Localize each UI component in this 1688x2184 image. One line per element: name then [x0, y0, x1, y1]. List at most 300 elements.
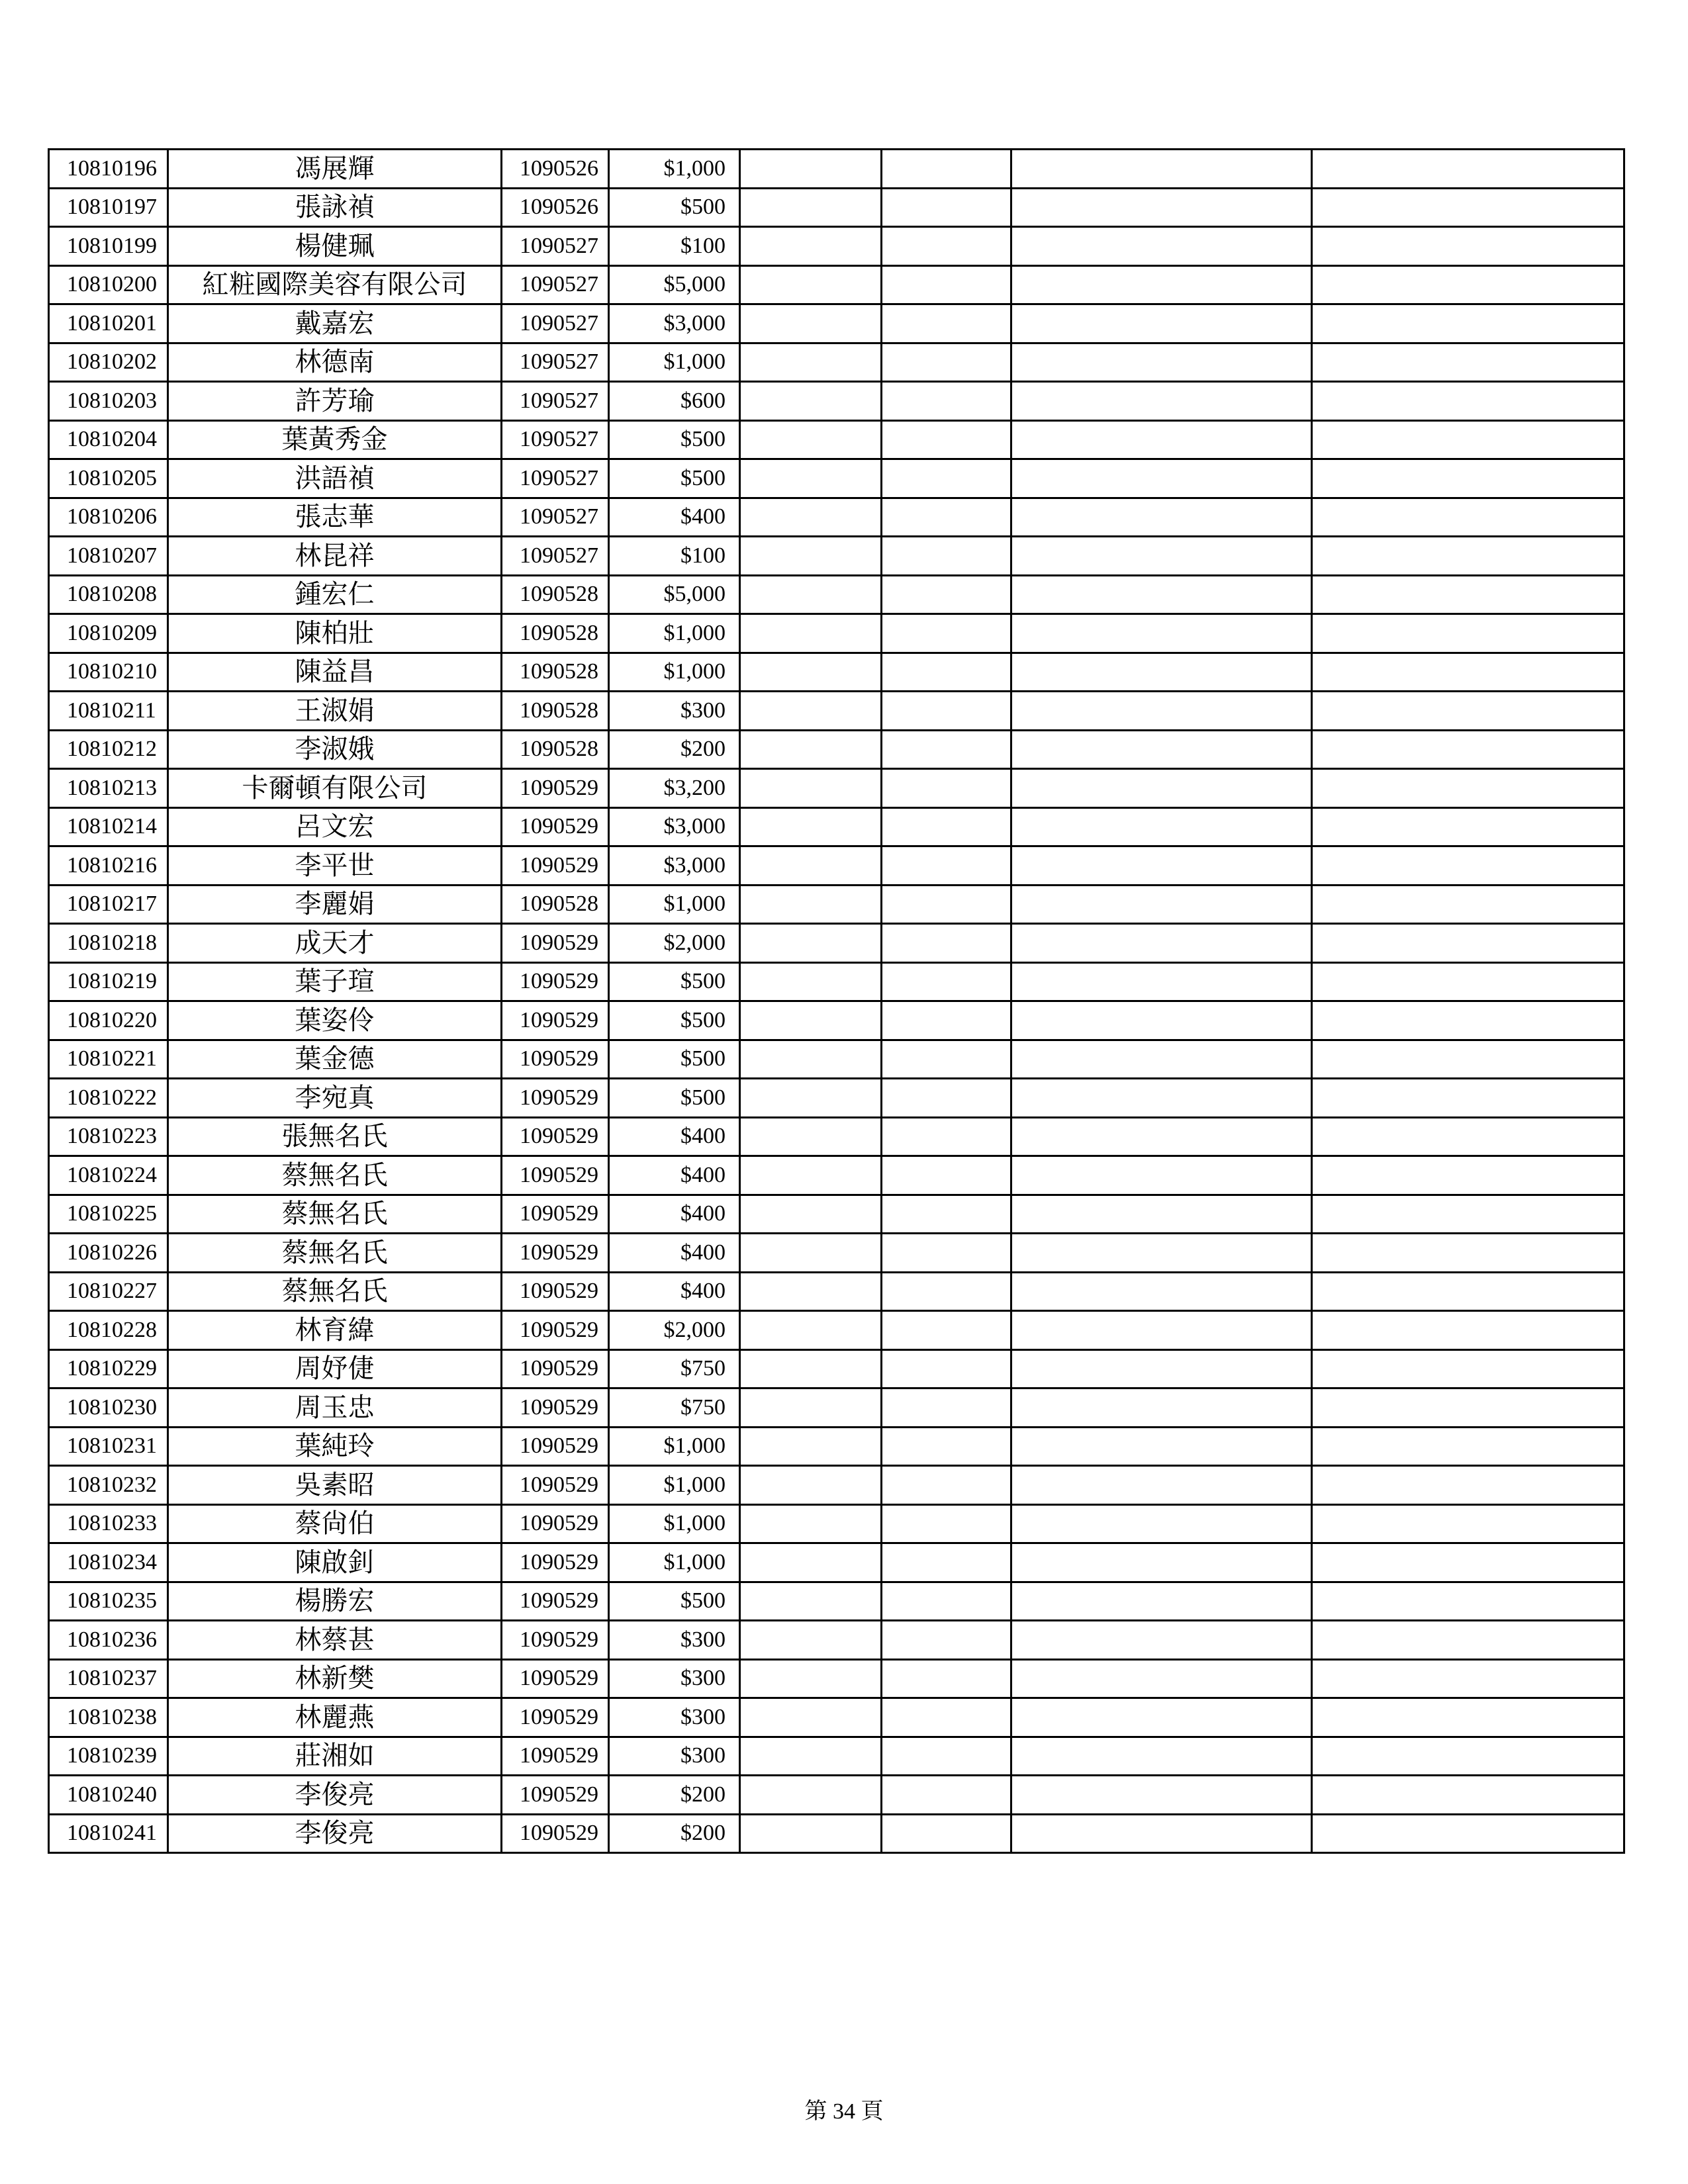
date-cell: 1090529: [502, 1117, 609, 1156]
empty-cell: [882, 1195, 1011, 1234]
date-cell: 1090529: [502, 1776, 609, 1815]
empty-cell: [1312, 962, 1624, 1001]
donor-name-cell: 鍾宏仁: [168, 575, 502, 614]
empty-cell: [1312, 692, 1624, 731]
amount-cell: $1,000: [609, 885, 740, 924]
empty-cell: [882, 1659, 1011, 1698]
empty-cell: [882, 575, 1011, 614]
receipt-id-cell: 10810218: [49, 924, 168, 963]
empty-cell: [1312, 304, 1624, 343]
empty-cell: [1312, 769, 1624, 808]
amount-cell: $500: [609, 1040, 740, 1079]
table-row: [49, 265, 1624, 304]
empty-cell: [882, 885, 1011, 924]
table-row: [49, 1659, 1624, 1698]
receipt-id-cell: 10810236: [49, 1621, 168, 1660]
amount-cell: $750: [609, 1388, 740, 1428]
amount-cell: $750: [609, 1349, 740, 1388]
empty-cell: [1011, 1117, 1312, 1156]
receipt-id-cell: 10810232: [49, 1466, 168, 1505]
donor-name-cell: 張無名氏: [168, 1117, 502, 1156]
empty-cell: [740, 537, 882, 576]
empty-cell: [1011, 1349, 1312, 1388]
empty-cell: [1011, 962, 1312, 1001]
date-cell: 1090529: [502, 962, 609, 1001]
receipt-id-cell: 10810201: [49, 304, 168, 343]
donor-name-cell: 張志華: [168, 498, 502, 537]
table-row: [49, 1582, 1624, 1621]
empty-cell: [1312, 1040, 1624, 1079]
receipt-id-cell: 10810223: [49, 1117, 168, 1156]
empty-cell: [882, 730, 1011, 769]
empty-cell: [882, 1040, 1011, 1079]
empty-cell: [740, 227, 882, 266]
receipt-id-cell: 10810197: [49, 188, 168, 227]
donor-name-cell: 林蔡甚: [168, 1621, 502, 1660]
empty-cell: [1312, 1388, 1624, 1428]
empty-cell: [1011, 575, 1312, 614]
empty-cell: [882, 924, 1011, 963]
empty-cell: [1011, 1698, 1312, 1737]
date-cell: 1090527: [502, 265, 609, 304]
empty-cell: [882, 1001, 1011, 1040]
empty-cell: [1312, 265, 1624, 304]
date-cell: 1090529: [502, 807, 609, 846]
empty-cell: [1312, 1272, 1624, 1311]
donor-name-cell: 李俊亮: [168, 1776, 502, 1815]
receipt-id-cell: 10810214: [49, 807, 168, 846]
table-row: [49, 459, 1624, 498]
date-cell: 1090527: [502, 420, 609, 459]
donor-name-cell: 蔡尙伯: [168, 1504, 502, 1543]
date-cell: 1090529: [502, 1195, 609, 1234]
receipt-id-cell: 10810207: [49, 537, 168, 576]
empty-cell: [882, 343, 1011, 382]
empty-cell: [740, 343, 882, 382]
amount-cell: $3,200: [609, 769, 740, 808]
empty-cell: [1011, 1079, 1312, 1118]
donor-name-cell: 吳素昭: [168, 1466, 502, 1505]
amount-cell: $400: [609, 1234, 740, 1273]
empty-cell: [882, 1543, 1011, 1582]
receipt-id-cell: 10810219: [49, 962, 168, 1001]
empty-cell: [1011, 1621, 1312, 1660]
table-row: [49, 1427, 1624, 1466]
empty-cell: [1312, 382, 1624, 421]
receipt-id-cell: 10810209: [49, 614, 168, 653]
receipt-id-cell: 10810202: [49, 343, 168, 382]
empty-cell: [1011, 1659, 1312, 1698]
donor-name-cell: 楊健珮: [168, 227, 502, 266]
receipt-id-cell: 10810208: [49, 575, 168, 614]
empty-cell: [1312, 1349, 1624, 1388]
empty-cell: [1312, 1156, 1624, 1195]
date-cell: 1090529: [502, 1543, 609, 1582]
donor-name-cell: 周妤倢: [168, 1349, 502, 1388]
empty-cell: [740, 730, 882, 769]
empty-cell: [882, 1156, 1011, 1195]
receipt-id-cell: 10810227: [49, 1272, 168, 1311]
empty-cell: [882, 1776, 1011, 1815]
donor-name-cell: 李宛真: [168, 1079, 502, 1118]
receipt-id-cell: 10810231: [49, 1427, 168, 1466]
empty-cell: [1011, 227, 1312, 266]
empty-cell: [882, 962, 1011, 1001]
empty-cell: [740, 1388, 882, 1428]
empty-cell: [882, 537, 1011, 576]
empty-cell: [1011, 846, 1312, 886]
empty-cell: [740, 498, 882, 537]
receipt-id-cell: 10810204: [49, 420, 168, 459]
empty-cell: [1312, 924, 1624, 963]
empty-cell: [1011, 1737, 1312, 1776]
receipt-id-cell: 10810226: [49, 1234, 168, 1273]
empty-cell: [1011, 1776, 1312, 1815]
amount-cell: $1,000: [609, 653, 740, 692]
empty-cell: [740, 1737, 882, 1776]
date-cell: 1090529: [502, 846, 609, 886]
receipt-id-cell: 10810206: [49, 498, 168, 537]
receipt-id-cell: 10810216: [49, 846, 168, 886]
empty-cell: [1011, 653, 1312, 692]
table-row: [49, 730, 1624, 769]
page-number: 第 34 頁: [804, 2099, 884, 2124]
empty-cell: [882, 1466, 1011, 1505]
table-row: [49, 498, 1624, 537]
date-cell: 1090529: [502, 1079, 609, 1118]
empty-cell: [882, 1737, 1011, 1776]
amount-cell: $3,000: [609, 304, 740, 343]
donor-name-cell: 卡爾頓有限公司: [168, 769, 502, 808]
empty-cell: [1011, 1311, 1312, 1350]
empty-cell: [882, 807, 1011, 846]
receipt-id-cell: 10810241: [49, 1814, 168, 1853]
empty-cell: [882, 1234, 1011, 1273]
empty-cell: [1312, 150, 1624, 189]
table-row: [49, 1195, 1624, 1234]
date-cell: 1090529: [502, 924, 609, 963]
empty-cell: [1011, 1388, 1312, 1428]
date-cell: 1090527: [502, 459, 609, 498]
amount-cell: $1,000: [609, 150, 740, 189]
empty-cell: [882, 1698, 1011, 1737]
date-cell: 1090526: [502, 188, 609, 227]
receipt-id-cell: 10810222: [49, 1079, 168, 1118]
table-row: [49, 1388, 1624, 1428]
empty-cell: [1312, 420, 1624, 459]
receipt-id-cell: 10810238: [49, 1698, 168, 1737]
donor-name-cell: 李淑娥: [168, 730, 502, 769]
table-row: [49, 382, 1624, 421]
receipt-id-cell: 10810240: [49, 1776, 168, 1815]
empty-cell: [740, 459, 882, 498]
date-cell: 1090527: [502, 227, 609, 266]
empty-cell: [882, 846, 1011, 886]
donor-name-cell: 洪語禎: [168, 459, 502, 498]
table-row: [49, 1272, 1624, 1311]
empty-cell: [740, 420, 882, 459]
empty-cell: [740, 962, 882, 1001]
date-cell: 1090529: [502, 1582, 609, 1621]
table-row: [49, 1079, 1624, 1118]
empty-cell: [882, 265, 1011, 304]
amount-cell: $500: [609, 1001, 740, 1040]
donor-name-cell: 李俊亮: [168, 1814, 502, 1853]
amount-cell: $1,000: [609, 1427, 740, 1466]
table-row: [49, 304, 1624, 343]
table-row: [49, 1311, 1624, 1350]
empty-cell: [1011, 1427, 1312, 1466]
amount-cell: $3,000: [609, 846, 740, 886]
receipt-id-cell: 10810200: [49, 265, 168, 304]
receipt-id-cell: 10810225: [49, 1195, 168, 1234]
date-cell: 1090529: [502, 1659, 609, 1698]
empty-cell: [1312, 1427, 1624, 1466]
empty-cell: [1312, 1234, 1624, 1273]
amount-cell: $1,000: [609, 1504, 740, 1543]
date-cell: 1090528: [502, 653, 609, 692]
table-row: [49, 575, 1624, 614]
empty-cell: [882, 1427, 1011, 1466]
empty-cell: [740, 614, 882, 653]
empty-cell: [1011, 188, 1312, 227]
donor-name-cell: 馮展輝: [168, 150, 502, 189]
empty-cell: [1011, 1543, 1312, 1582]
donor-name-cell: 李平世: [168, 846, 502, 886]
empty-cell: [740, 1814, 882, 1853]
date-cell: 1090528: [502, 885, 609, 924]
date-cell: 1090527: [502, 304, 609, 343]
amount-cell: $5,000: [609, 265, 740, 304]
empty-cell: [1312, 1737, 1624, 1776]
empty-cell: [740, 304, 882, 343]
receipt-id-cell: 10810228: [49, 1311, 168, 1350]
empty-cell: [740, 150, 882, 189]
donor-name-cell: 葉純玲: [168, 1427, 502, 1466]
donor-name-cell: 葉金德: [168, 1040, 502, 1079]
empty-cell: [1312, 575, 1624, 614]
date-cell: 1090529: [502, 1349, 609, 1388]
receipt-id-cell: 10810210: [49, 653, 168, 692]
empty-cell: [740, 265, 882, 304]
amount-cell: $2,000: [609, 1311, 740, 1350]
amount-cell: $400: [609, 1195, 740, 1234]
empty-cell: [1011, 498, 1312, 537]
date-cell: 1090528: [502, 575, 609, 614]
donation-table: [48, 148, 1625, 1854]
empty-cell: [1011, 304, 1312, 343]
donor-name-cell: 成天才: [168, 924, 502, 963]
empty-cell: [1312, 537, 1624, 576]
empty-cell: [740, 807, 882, 846]
empty-cell: [1312, 1582, 1624, 1621]
empty-cell: [1011, 1582, 1312, 1621]
empty-cell: [1011, 1814, 1312, 1853]
receipt-id-cell: 10810224: [49, 1156, 168, 1195]
donor-name-cell: 蔡無名氏: [168, 1272, 502, 1311]
empty-cell: [1312, 498, 1624, 537]
table-row: [49, 1156, 1624, 1195]
donor-name-cell: 林德南: [168, 343, 502, 382]
date-cell: 1090529: [502, 1156, 609, 1195]
receipt-id-cell: 10810205: [49, 459, 168, 498]
donor-name-cell: 陳啟釗: [168, 1543, 502, 1582]
amount-cell: $300: [609, 1698, 740, 1737]
empty-cell: [1011, 1466, 1312, 1505]
table-row: [49, 150, 1624, 189]
receipt-id-cell: 10810196: [49, 150, 168, 189]
empty-cell: [882, 1349, 1011, 1388]
empty-cell: [740, 653, 882, 692]
empty-cell: [882, 227, 1011, 266]
empty-cell: [882, 382, 1011, 421]
donor-name-cell: 莊湘如: [168, 1737, 502, 1776]
empty-cell: [1312, 1543, 1624, 1582]
date-cell: 1090529: [502, 769, 609, 808]
empty-cell: [740, 1466, 882, 1505]
empty-cell: [740, 1234, 882, 1273]
receipt-id-cell: 10810211: [49, 692, 168, 731]
table-row: [49, 1234, 1624, 1273]
empty-cell: [1312, 343, 1624, 382]
empty-cell: [740, 1311, 882, 1350]
date-cell: 1090528: [502, 692, 609, 731]
date-cell: 1090529: [502, 1698, 609, 1737]
date-cell: 1090527: [502, 498, 609, 537]
amount-cell: $500: [609, 962, 740, 1001]
empty-cell: [1312, 1698, 1624, 1737]
donor-name-cell: 林新樊: [168, 1659, 502, 1698]
empty-cell: [740, 1079, 882, 1118]
empty-cell: [1312, 1621, 1624, 1660]
empty-cell: [882, 614, 1011, 653]
date-cell: 1090529: [502, 1621, 609, 1660]
empty-cell: [882, 653, 1011, 692]
date-cell: 1090529: [502, 1814, 609, 1853]
table-row: [49, 653, 1624, 692]
amount-cell: $100: [609, 227, 740, 266]
date-cell: 1090529: [502, 1311, 609, 1350]
empty-cell: [1011, 885, 1312, 924]
donor-name-cell: 紅粧國際美容有限公司: [168, 265, 502, 304]
empty-cell: [1312, 1001, 1624, 1040]
receipt-id-cell: 10810234: [49, 1543, 168, 1582]
donation-table-body: [49, 150, 1624, 1853]
donor-name-cell: 蔡無名氏: [168, 1234, 502, 1273]
receipt-id-cell: 10810212: [49, 730, 168, 769]
empty-cell: [740, 924, 882, 963]
empty-cell: [1011, 382, 1312, 421]
empty-cell: [740, 1582, 882, 1621]
receipt-id-cell: 10810235: [49, 1582, 168, 1621]
table-row: [49, 1776, 1624, 1815]
empty-cell: [882, 1388, 1011, 1428]
date-cell: 1090529: [502, 1388, 609, 1428]
empty-cell: [1011, 1040, 1312, 1079]
empty-cell: [1312, 807, 1624, 846]
empty-cell: [1011, 924, 1312, 963]
empty-cell: [882, 188, 1011, 227]
table-row: [49, 537, 1624, 576]
empty-cell: [1011, 1195, 1312, 1234]
donor-name-cell: 林麗燕: [168, 1698, 502, 1737]
amount-cell: $300: [609, 692, 740, 731]
amount-cell: $400: [609, 1117, 740, 1156]
donor-name-cell: 王淑娟: [168, 692, 502, 731]
empty-cell: [1011, 265, 1312, 304]
amount-cell: $1,000: [609, 1543, 740, 1582]
receipt-id-cell: 10810237: [49, 1659, 168, 1698]
empty-cell: [1011, 420, 1312, 459]
empty-cell: [1312, 885, 1624, 924]
receipt-id-cell: 10810220: [49, 1001, 168, 1040]
empty-cell: [1011, 1504, 1312, 1543]
empty-cell: [740, 382, 882, 421]
receipt-id-cell: 10810221: [49, 1040, 168, 1079]
empty-cell: [740, 1195, 882, 1234]
donor-name-cell: 呂文宏: [168, 807, 502, 846]
amount-cell: $600: [609, 382, 740, 421]
empty-cell: [1011, 769, 1312, 808]
table-row: [49, 614, 1624, 653]
empty-cell: [1312, 227, 1624, 266]
empty-cell: [882, 1079, 1011, 1118]
amount-cell: $2,000: [609, 924, 740, 963]
empty-cell: [740, 1272, 882, 1311]
date-cell: 1090529: [502, 1272, 609, 1311]
empty-cell: [1011, 614, 1312, 653]
receipt-id-cell: 10810239: [49, 1737, 168, 1776]
amount-cell: $1,000: [609, 614, 740, 653]
empty-cell: [882, 769, 1011, 808]
empty-cell: [740, 1040, 882, 1079]
date-cell: 1090527: [502, 343, 609, 382]
table-row: [49, 1466, 1624, 1505]
empty-cell: [740, 1698, 882, 1737]
table-row: [49, 227, 1624, 266]
empty-cell: [882, 304, 1011, 343]
table-row: [49, 1040, 1624, 1079]
donor-name-cell: 林昆祥: [168, 537, 502, 576]
amount-cell: $300: [609, 1659, 740, 1698]
empty-cell: [1312, 1117, 1624, 1156]
amount-cell: $400: [609, 1156, 740, 1195]
amount-cell: $1,000: [609, 1466, 740, 1505]
donor-name-cell: 葉黃秀金: [168, 420, 502, 459]
empty-cell: [1312, 846, 1624, 886]
amount-cell: $300: [609, 1737, 740, 1776]
empty-cell: [1312, 459, 1624, 498]
table-row: [49, 1504, 1624, 1543]
empty-cell: [1312, 1776, 1624, 1815]
amount-cell: $500: [609, 188, 740, 227]
receipt-id-cell: 10810233: [49, 1504, 168, 1543]
empty-cell: [1312, 1466, 1624, 1505]
empty-cell: [882, 150, 1011, 189]
table-row: [49, 692, 1624, 731]
amount-cell: $5,000: [609, 575, 740, 614]
empty-cell: [882, 459, 1011, 498]
empty-cell: [740, 188, 882, 227]
date-cell: 1090529: [502, 1427, 609, 1466]
empty-cell: [740, 1621, 882, 1660]
donor-name-cell: 蔡無名氏: [168, 1156, 502, 1195]
empty-cell: [882, 1621, 1011, 1660]
empty-cell: [1312, 614, 1624, 653]
empty-cell: [1312, 1504, 1624, 1543]
empty-cell: [1011, 1272, 1312, 1311]
amount-cell: $500: [609, 1079, 740, 1118]
